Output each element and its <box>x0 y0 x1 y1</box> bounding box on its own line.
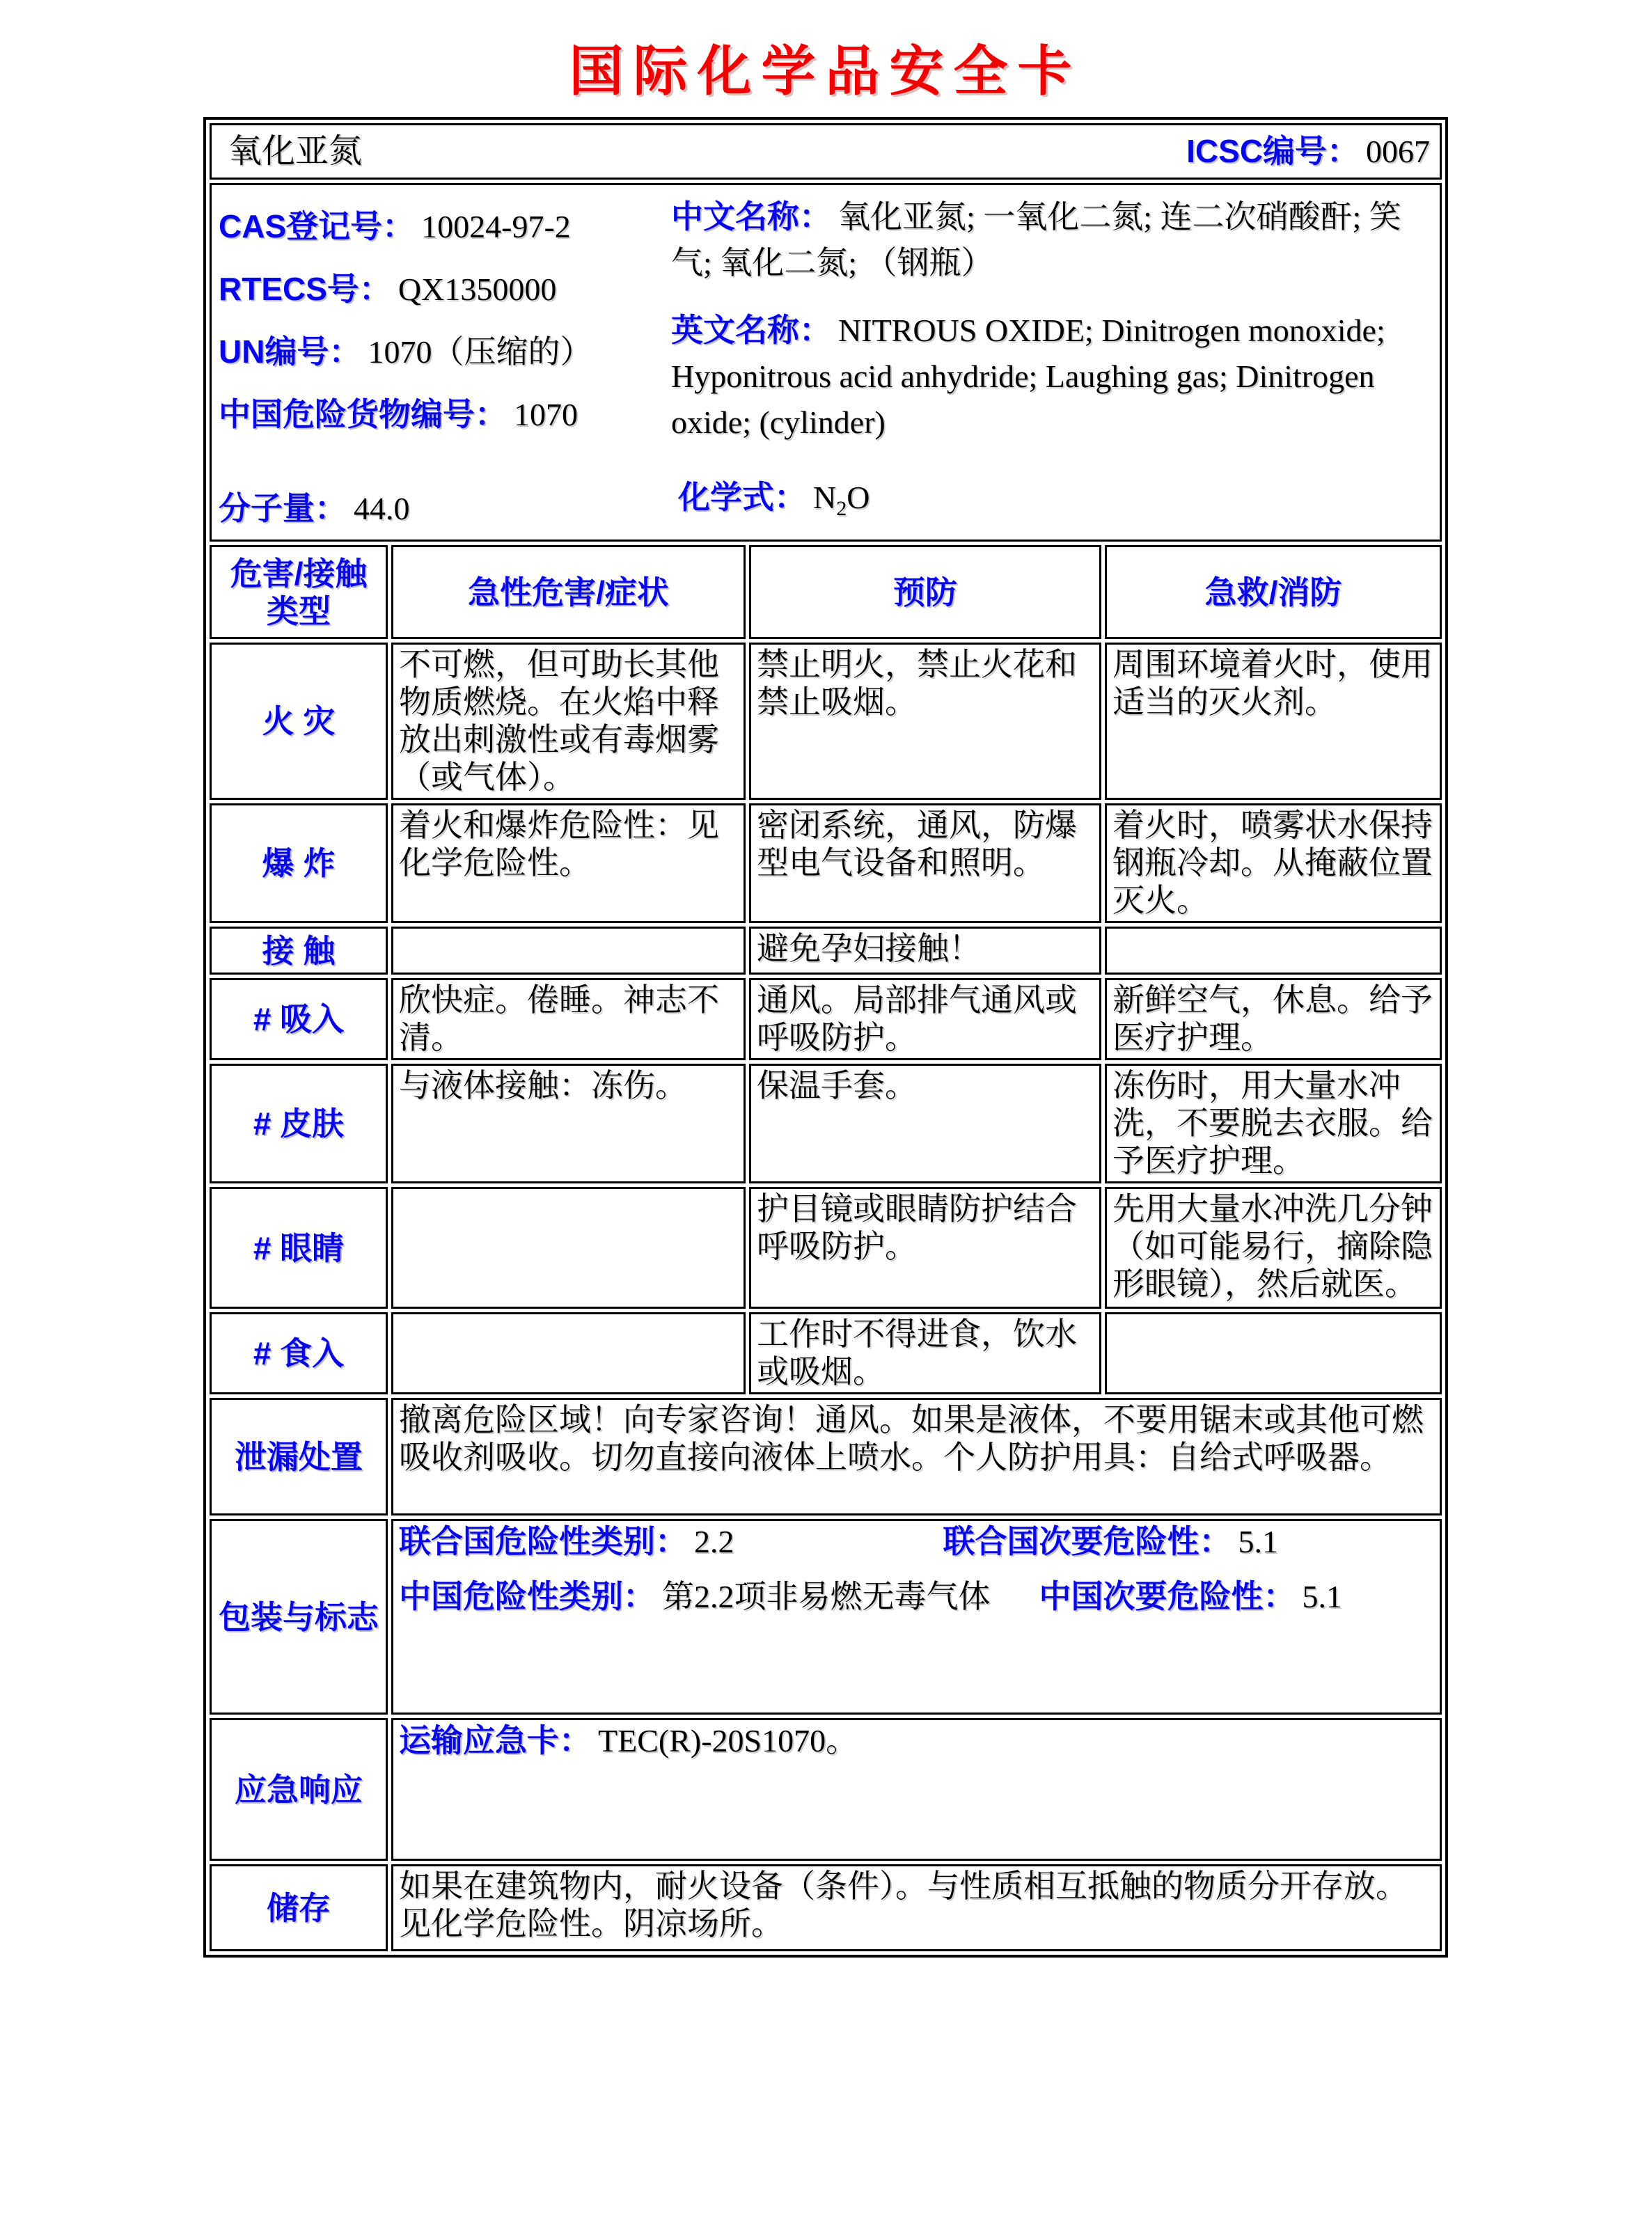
formula-label: 化学式： <box>678 478 806 515</box>
skin-firstaid: 冻伤时，用大量水冲洗，不要脱去衣服。给予医疗护理。 <box>1105 1064 1442 1183</box>
hazard-row-skin <box>210 1064 1442 1183</box>
mw-label: 分子量： <box>219 490 347 526</box>
row-label-storage: 储存 <box>210 1864 388 1951</box>
rtecs-label: RTECS号： <box>219 271 391 307</box>
row-label-inhalation: # 吸入 <box>210 978 388 1060</box>
hazard-row-explosion <box>210 803 1442 923</box>
fire-firstaid: 周围环境着火时，使用适当的灭火剂。 <box>1105 643 1442 800</box>
cn-class-value: 第2.2项非易燃无毒气体 <box>662 1579 991 1614</box>
hazard-row-ingestion <box>210 1312 1442 1394</box>
inhalation-symptoms: 欣快症。倦睡。神志不清。 <box>391 978 746 1060</box>
section-row-packaging <box>210 1519 1442 1715</box>
explosion-prevention: 密闭系统，通风，防爆型电气设备和照明。 <box>749 803 1101 923</box>
row-label-packaging: 包装与标志 <box>210 1519 388 1715</box>
cn-hazard-class-line <box>399 1577 1434 1616</box>
registry-numbers <box>219 195 664 446</box>
formula-value: $N_2O$ <box>813 479 870 520</box>
page-title: 国际化学品安全卡 <box>569 40 1082 102</box>
row-label-spill: 泄漏处置 <box>210 1398 388 1515</box>
cn-dg-value: 1070 <box>514 397 578 432</box>
english-name <box>671 307 1416 446</box>
rtecs-value: QX1350000 <box>398 271 557 307</box>
icsc-card-table <box>203 117 1448 1958</box>
hazard-row-inhalation <box>210 978 1442 1060</box>
skin-symptoms: 与液体接触：冻伤。 <box>391 1064 746 1183</box>
row-label-ingestion: # 食入 <box>210 1312 388 1394</box>
un-value: 1070（压缩的） <box>368 334 592 370</box>
skin-prevention: 保温手套。 <box>749 1064 1101 1183</box>
packaging-cell <box>391 1519 1442 1715</box>
icsc-number-value: 0067 <box>1366 134 1431 169</box>
hazard-row-contact <box>210 927 1442 975</box>
un-hazard-class-line <box>399 1522 1434 1561</box>
inhalation-prevention: 通风。局部排气通风或呼吸防护。 <box>749 978 1101 1060</box>
rtecs-number <box>219 258 664 320</box>
cn-dg-label: 中国危险货物编号： <box>219 396 507 432</box>
column-header-firstaid: 急救/消防 <box>1105 545 1442 639</box>
contact-firstaid <box>1105 927 1442 975</box>
card-header-cell <box>210 123 1442 180</box>
row-label-explosion: 爆 炸 <box>210 803 388 923</box>
cn-name-label: 中文名称： <box>671 198 831 235</box>
mw-value: 44.0 <box>354 491 410 526</box>
cas-value: 10024-97-2 <box>421 209 571 244</box>
identifiers-cell <box>210 183 1442 542</box>
chemical-formula <box>678 476 870 530</box>
eyes-symptoms <box>391 1187 746 1309</box>
column-header-prevention: 预防 <box>749 545 1101 639</box>
cn-class-label: 中国危险性类别： <box>399 1578 655 1614</box>
card-header-row <box>210 123 1442 180</box>
un-subrisk-value: 5.1 <box>1238 1524 1278 1559</box>
section-row-storage <box>210 1864 1442 1951</box>
substance-name: 氧化亚氮 <box>228 132 363 170</box>
chinese-name <box>671 194 1416 286</box>
transport-card-label: 运输应急卡： <box>399 1722 591 1758</box>
row-label-emergency: 应急响应 <box>210 1718 388 1861</box>
transport-card-value: TEC(R)-20S1070。 <box>598 1723 858 1758</box>
storage-text: 如果在建筑物内，耐火设备（条件）。与性质相互抵触的物质分开存放。见化学危险性。阴凉场所。 <box>391 1864 1442 1951</box>
contact-prevention: 避免孕妇接触！ <box>749 927 1101 975</box>
en-name-value: NITROUS OXIDE; Dinitrogen monoxide; Hyponitrous acid anhydride; Laughing gas; Dinitrogen oxide; (cylinder) <box>671 313 1385 440</box>
un-class-label: 联合国危险性类别： <box>399 1523 687 1559</box>
un-subrisk-label: 联合国次要危险性： <box>943 1523 1232 1559</box>
row-label-skin: # 皮肤 <box>210 1064 388 1183</box>
names-block <box>671 194 1416 446</box>
section-row-emergency <box>210 1718 1442 1861</box>
contact-symptoms <box>391 927 746 975</box>
fire-symptoms: 不可燃，但可助长其他物质燃烧。在火焰中释放出刺激性或有毒烟雾（或气体）。 <box>391 643 746 800</box>
hazard-row-fire <box>210 643 1442 800</box>
cn-subrisk-label: 中国次要危险性： <box>1039 1578 1296 1614</box>
ingestion-prevention: 工作时不得进食，饮水或吸烟。 <box>749 1312 1101 1394</box>
en-name-label: 英文名称： <box>671 312 831 348</box>
cas-number <box>219 195 664 258</box>
spill-text: 撤离危险区域！向专家咨询！通风。如果是液体，不要用锯末或其他可燃吸收剂吸收。切勿直接向液体上喷水。个人防护用具：自给式呼吸器。 <box>391 1398 1442 1515</box>
mw-formula-line <box>219 478 1416 530</box>
section-row-spill <box>210 1398 1442 1515</box>
molecular-weight <box>219 491 410 526</box>
column-header-type: 危害/接触类型 <box>210 545 388 639</box>
cn-name-value: 氧化亚氮; 一氧化二氮; 连二次硝酸酐; 笑气; 氧化二氮; （钢瓶） <box>671 199 1401 281</box>
fire-prevention: 禁止明火，禁止火花和禁止吸烟。 <box>749 643 1101 800</box>
row-label-contact: 接 触 <box>210 927 388 975</box>
eyes-firstaid: 先用大量水冲洗几分钟（如可能易行，摘除隐形眼镜），然后就医。 <box>1105 1187 1442 1309</box>
identifiers-row <box>210 183 1442 542</box>
eyes-prevention: 护目镜或眼睛防护结合呼吸防护。 <box>749 1187 1101 1309</box>
row-label-fire: 火 灾 <box>210 643 388 800</box>
cas-label: CAS登记号： <box>219 208 415 244</box>
explosion-firstaid: 着火时，喷雾状水保持钢瓶冷却。从掩蔽位置灭火。 <box>1105 803 1442 923</box>
un-label: UN编号： <box>219 333 361 370</box>
emergency-cell <box>391 1718 1442 1861</box>
inhalation-firstaid: 新鲜空气，休息。给予医疗护理。 <box>1105 978 1442 1060</box>
row-label-eyes: # 眼睛 <box>210 1187 388 1309</box>
icsc-number-label: ICSC编号： <box>1186 133 1360 169</box>
cn-dangerous-goods-number <box>219 383 664 446</box>
ingestion-symptoms <box>391 1312 746 1394</box>
ingestion-firstaid <box>1105 1312 1442 1394</box>
un-number <box>219 320 664 383</box>
hazard-row-eyes <box>210 1187 1442 1309</box>
icsc-number <box>1186 132 1434 171</box>
cn-subrisk-value: 5.1 <box>1302 1579 1342 1614</box>
hazard-table-header-row <box>210 545 1442 639</box>
column-header-symptoms: 急性危害/症状 <box>391 545 746 639</box>
explosion-symptoms: 着火和爆炸危险性：见化学危险性。 <box>391 803 746 923</box>
un-class-value: 2.2 <box>694 1524 734 1559</box>
